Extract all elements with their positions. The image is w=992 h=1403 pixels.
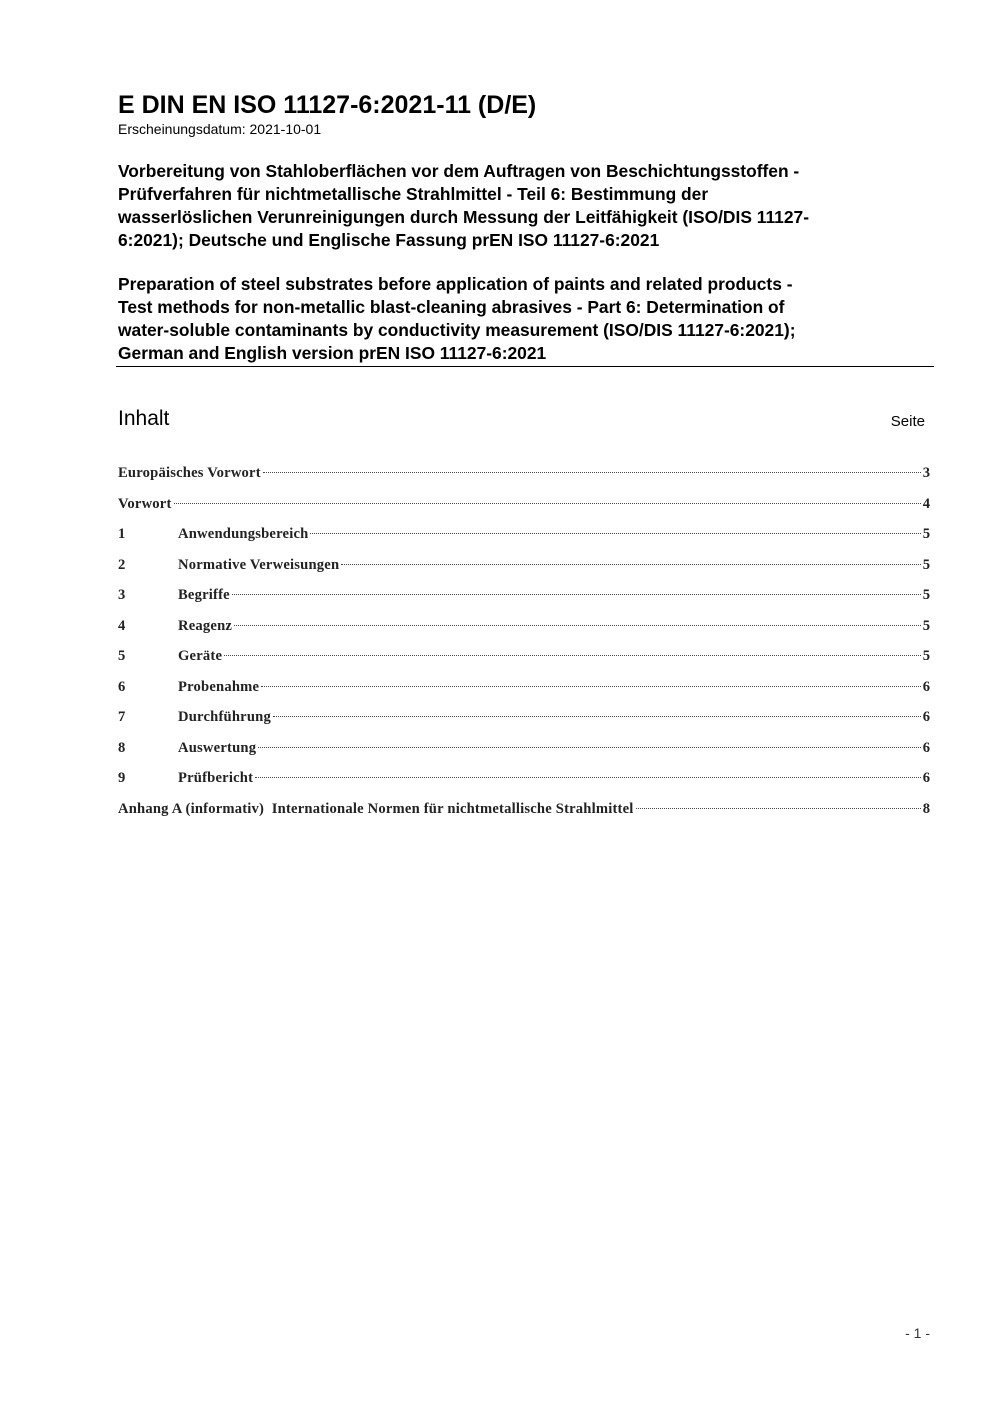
page-number: - 1 - bbox=[905, 1325, 930, 1341]
title-german bbox=[118, 160, 933, 252]
toc-leader-dots bbox=[255, 777, 921, 778]
toc-entry-title: Vorwort bbox=[118, 495, 172, 512]
title-english-line: German and English version prEN ISO 11127-6:2021 bbox=[118, 343, 547, 363]
title-english-line: water-soluble contaminants by conductivity measurement (ISO/DIS 11127-6:2021); bbox=[118, 320, 796, 340]
toc-entry-page: 3 bbox=[922, 465, 930, 481]
toc-entry-number: 2 bbox=[118, 556, 126, 573]
toc-entry-title: Prüfbericht bbox=[178, 770, 254, 786]
toc-entry[interactable] bbox=[118, 645, 930, 676]
table-of-contents bbox=[118, 462, 930, 828]
toc-entry-title: Europäisches Vorwort bbox=[118, 465, 261, 481]
toc-entry[interactable] bbox=[118, 523, 930, 554]
toc-page-column-heading: Seite bbox=[890, 413, 925, 430]
toc-entry-number: 9 bbox=[118, 770, 126, 786]
toc-entry-page: 5 bbox=[922, 556, 930, 573]
toc-entry-page: 5 bbox=[922, 648, 930, 664]
toc-leader-dots bbox=[258, 747, 920, 748]
toc-entry-title: Anwendungsbereich bbox=[178, 526, 309, 542]
toc-entry-title: Probenahme bbox=[178, 678, 260, 695]
toc-leader-dots bbox=[232, 594, 921, 595]
toc-entry-number: 7 bbox=[118, 709, 126, 725]
toc-entry-page: 4 bbox=[922, 495, 930, 512]
title-german-line: 6:2021); Deutsche und Englische Fassung prEN ISO 11127-6:2021 bbox=[118, 230, 660, 250]
toc-entry-title: Geräte bbox=[178, 648, 223, 664]
toc-entry-page: 6 bbox=[922, 678, 930, 695]
toc-entry-number: 1 bbox=[118, 526, 126, 542]
title-divider bbox=[116, 366, 934, 367]
toc-entry-page: 6 bbox=[922, 709, 930, 725]
toc-entry[interactable] bbox=[118, 493, 930, 524]
toc-entry-title: Auswertung bbox=[178, 739, 257, 756]
toc-entry[interactable] bbox=[118, 798, 930, 829]
publication-date: Erscheinungsdatum: 2021-10-01 bbox=[118, 121, 322, 137]
toc-entry-page: 5 bbox=[922, 526, 930, 542]
toc-entry-title: Begriffe bbox=[178, 587, 230, 603]
toc-leader-dots bbox=[273, 716, 921, 717]
toc-leader-dots bbox=[174, 503, 921, 504]
toc-entry-page: 8 bbox=[922, 800, 930, 817]
toc-entry-number: 3 bbox=[118, 587, 126, 603]
document-id: E DIN EN ISO 11127-6:2021-11 (D/E) bbox=[118, 91, 537, 119]
toc-leader-dots bbox=[234, 625, 921, 626]
toc-entry-page: 6 bbox=[922, 739, 930, 756]
toc-entry[interactable] bbox=[118, 737, 930, 768]
toc-entry[interactable] bbox=[118, 554, 930, 585]
title-english-line: Test methods for non-metallic blast-cleaning abrasives - Part 6: Determination of bbox=[118, 297, 785, 317]
toc-entry-number: 8 bbox=[118, 739, 126, 756]
toc-entry[interactable] bbox=[118, 462, 930, 493]
toc-entry-title: Reagenz bbox=[178, 617, 233, 634]
toc-entry[interactable] bbox=[118, 767, 930, 798]
toc-entry[interactable] bbox=[118, 615, 930, 646]
toc-entry-number: 4 bbox=[118, 617, 126, 634]
toc-entry-title: Durchführung bbox=[178, 709, 271, 725]
toc-entry-page: 5 bbox=[922, 587, 930, 603]
title-german-line: Prüfverfahren für nichtmetallische Strahlmittel - Teil 6: Bestimmung der bbox=[118, 184, 709, 204]
title-german-line: Vorbereitung von Stahloberflächen vor dem Auftragen von Beschichtungsstoffen - bbox=[118, 161, 800, 181]
toc-leader-dots bbox=[263, 472, 921, 473]
toc-entry-number: 5 bbox=[118, 648, 126, 664]
title-english-line: Preparation of steel substrates before application of paints and related products - bbox=[118, 274, 793, 294]
title-german-line: wasserlöslichen Verunreinigungen durch Messung der Leitfähigkeit (ISO/DIS 11127- bbox=[118, 207, 809, 227]
toc-entry[interactable] bbox=[118, 706, 930, 737]
toc-entry-page: 5 bbox=[922, 617, 930, 634]
toc-leader-dots bbox=[224, 655, 921, 656]
toc-entry-title: Normative Verweisungen bbox=[178, 556, 340, 573]
toc-entry-number: 6 bbox=[118, 678, 126, 695]
toc-entry-page: 6 bbox=[922, 770, 930, 786]
toc-heading: Inhalt bbox=[118, 407, 170, 430]
toc-entry[interactable] bbox=[118, 676, 930, 707]
toc-leader-dots bbox=[636, 808, 921, 809]
toc-leader-dots bbox=[261, 686, 921, 687]
toc-entry-title: Anhang A (informativ) Internationale Normen für nichtmetallische Strahlmittel bbox=[118, 800, 634, 817]
toc-leader-dots bbox=[341, 564, 920, 565]
toc-leader-dots bbox=[310, 533, 920, 534]
title-english bbox=[118, 273, 933, 365]
toc-entry[interactable] bbox=[118, 584, 930, 615]
